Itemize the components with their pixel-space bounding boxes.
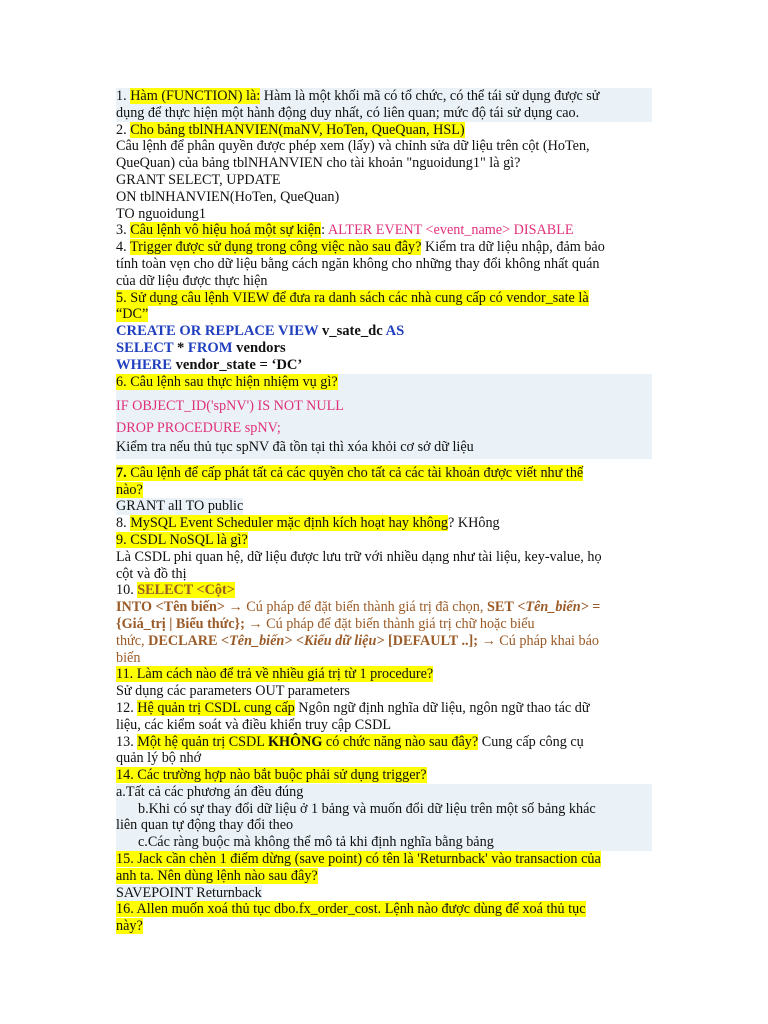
q13-number: 13. [116, 733, 138, 750]
q10-line-5: biến [116, 649, 141, 666]
q10-line-2 [116, 599, 652, 616]
q1-question: Hàm (FUNCTION) là: [130, 88, 261, 104]
q15-question-2: anh ta. Nên dùng lệnh nào sau đây? [116, 867, 318, 884]
q7-line-2 [116, 482, 652, 499]
q12-line-1 [116, 700, 652, 717]
q15-line-2 [116, 868, 652, 885]
q2-question: Cho bảng tblNHANVIEN(maNV, HoTen, QueQuan, HSL) [130, 121, 465, 138]
q7-question-text: Câu lệnh để cấp phát tất cả các quyền cho tất cả các tài khoản được viết như thế [126, 464, 584, 481]
q1-answer-2: dụng để thực hiện một hành động duy nhất, có liên quan; mức độ tái sử dụng cao. [116, 104, 580, 121]
q14-question: 14. Các trường hợp nào bắt buộc phải sử dụng trigger? [116, 767, 427, 784]
q13-question-b: có chức năng nào sau đây? [322, 733, 479, 750]
q10-line-1 [116, 582, 652, 599]
q9-line-1 [116, 532, 652, 549]
q10-line-4 [116, 633, 652, 650]
q9-line-2: Là CSDL phi quan hệ, dữ liệu được lưu trữ với nhiều dạng như tài liệu, key-value, họ [116, 548, 602, 565]
q10-text-1: → Cú pháp để đặt biến thành giá trị đã chọn, [224, 599, 487, 616]
q13-line-2: quản lý bộ nhớ [116, 750, 202, 767]
q14-options [116, 784, 652, 851]
q5-keyword-where: WHERE [116, 357, 172, 374]
q11-answer: Sử dụng các parameters OUT parameters [116, 683, 350, 700]
q4-line-2: tính toàn vẹn cho dữ liệu bằng cách ngăn không cho những thay đổi không nhất quán [116, 255, 600, 272]
q5-keyword-create: CREATE OR REPLACE VIEW [116, 323, 319, 340]
q7-question-1 [116, 465, 583, 481]
q4-line-3: của dữ liệu được thực hiện [116, 272, 268, 289]
q5-condition: vendor_state = ‘DC’ [171, 357, 303, 374]
q7-number: 7. [116, 464, 127, 481]
q3-colon: : [321, 222, 328, 239]
q5-line-2 [116, 306, 652, 323]
document-content [116, 88, 652, 935]
q7-question-2: nào? [116, 481, 143, 498]
q10-set-var: <Tên_biến> [513, 599, 589, 616]
q10-text-3: thức, [116, 632, 149, 649]
q14-line-1 [116, 767, 652, 784]
q5-question-end: “DC” [116, 306, 149, 323]
q1-line-1 [116, 88, 652, 105]
q9-question: 9. CSDL NoSQL là gì? [116, 531, 248, 548]
q8-number: 8. [116, 515, 131, 532]
q13-line-1 [116, 734, 652, 751]
q5-view-name: v_sate_dc [318, 323, 386, 340]
q1-number: 1. [116, 88, 131, 104]
q4-answer-1: Kiểm tra dữ liệu nhập, đảm bảo [421, 239, 605, 256]
q11-question: 11. Làm cách nào để trả về nhiều giá trị từ 1 procedure? [116, 666, 434, 683]
q11-line-1 [116, 666, 652, 683]
q5-table: vendors [232, 340, 286, 357]
q16-question-1: 16. Allen muốn xoá thủ tục dbo.fx_order_cost. Lệnh nào được dùng để xoá thủ tục [116, 901, 586, 918]
q6-code-1: IF OBJECT_ID('spNV') IS NOT NULL [116, 397, 344, 414]
q10-line-3 [116, 616, 652, 633]
q2-line-2: Câu lệnh để phân quyền được phép xem (lấy) và chỉnh sửa dữ liệu trên cột (HoTen, [116, 138, 590, 155]
q13-question [137, 734, 478, 750]
q14-option-a: a.Tất cả các phương án đều đúng [116, 783, 304, 800]
q5-star: * [173, 340, 188, 357]
q2-line-1 [116, 122, 652, 139]
q12-line-2: liệu, các kiểm soát và điều khiển truy cập CSDL [116, 716, 392, 733]
q12-number: 12. [116, 699, 138, 716]
q4-question: Trigger được sử dụng trong công việc nào sau đây? [129, 239, 422, 256]
q5-line-1: 5. Sử dụng câu lệnh VIEW để đưa ra danh sách các nhà cung cấp có vendor_sate là [116, 289, 589, 306]
q10-select: SELECT <Cột> [137, 582, 235, 599]
q10-declare-type: <Kiểu dữ liệu> [292, 632, 385, 649]
q15-answer-text: SAVEPOINT Returnback [116, 884, 262, 901]
q3-line [116, 222, 652, 239]
q4-number: 4. [116, 239, 130, 256]
q2-code-2: ON tblNHANVIEN(HoTen, QueQuan) [116, 188, 340, 205]
q6-block [116, 374, 652, 459]
q12-question: Hệ quản trị CSDL cung cấp [137, 699, 295, 716]
q5-code-1 [116, 323, 652, 340]
q6-line-1 [116, 374, 652, 391]
q10-text-4: → Cú pháp khai báo [478, 632, 599, 649]
q12-answer-1: Ngôn ngữ định nghĩa dữ liệu, ngôn ngữ thao tác dữ [294, 699, 590, 716]
q10-eq: = [588, 599, 601, 616]
q3-answer: ALTER EVENT <event_name> DISABLE [327, 222, 574, 239]
q5-keyword-from: FROM [187, 340, 233, 357]
q10-declare-var: <Tên_biến> [217, 632, 293, 649]
q10-set: SET [486, 599, 514, 616]
q9-line-3: cột và đồ thị [116, 565, 187, 582]
q5-code-2 [116, 340, 652, 357]
q5-keyword-select: SELECT [116, 340, 174, 357]
q10-into: INTO <Tên biến> [116, 599, 225, 616]
q10-expr: {Giá_trị | Biểu thức}; [116, 615, 245, 632]
q6-code-2: DROP PROCEDURE spNV; [116, 419, 281, 436]
q13-answer-1: Cung cấp công cụ [478, 733, 584, 750]
q5-code-3 [116, 357, 652, 374]
q2-line-3: QueQuan) của bảng tblNHANVIEN cho tài khoản "nguoidung1" là gì? [116, 155, 521, 172]
q15-question-1: 15. Jack cần chèn 1 điểm dừng (save point) có tên là 'Returnback' vào transaction của [116, 851, 601, 868]
q16-line-1 [116, 901, 652, 918]
q7-answer: GRANT all TO public [116, 498, 244, 515]
q16-question-2: này? [116, 918, 143, 935]
q14-option-b-1: b.Khi có sự thay đổi dữ liệu ở 1 bảng và muốn đổi dữ liệu trên một số bảng khác [138, 800, 596, 817]
q3-number: 3. [116, 222, 131, 239]
q1-answer-1: Hàm là một khối mã có tổ chức, có thể tái sử dụng được sử [260, 88, 600, 104]
q10-number: 10. [116, 582, 138, 599]
q14-option-c: c.Các ràng buộc mà không thể mô tả khi định nghĩa bằng bảng [138, 834, 494, 851]
q6-answer: Kiểm tra nếu thủ tục spNV đã tồn tại thì xóa khỏi cơ sở dữ liệu [116, 438, 474, 455]
q8-answer: ? KHông [448, 515, 500, 532]
q7-line-1 [116, 465, 652, 482]
q8-line [116, 515, 652, 532]
q6-question: 6. Câu lệnh sau thực hiện nhiệm vụ gì? [116, 374, 338, 391]
q10-declare-default: [DEFAULT ..]; [384, 632, 479, 649]
q15-answer [116, 885, 652, 902]
q15-line-1 [116, 851, 652, 868]
q2-number: 2. [116, 121, 131, 138]
q8-question: MySQL Event Scheduler mặc định kích hoạt hay không [130, 515, 449, 532]
q3-question: Câu lệnh vô hiệu hoá một sự kiện [130, 222, 322, 239]
q2-code-3: TO nguoidung1 [116, 205, 206, 222]
q1-line-2 [116, 105, 652, 122]
q13-question-bold: KHÔNG [267, 733, 323, 750]
q10-declare: DECLARE [148, 632, 218, 649]
q5-keyword-as: AS [385, 323, 405, 340]
q4-line-1 [116, 239, 652, 256]
q14-option-b-2: liên quan tự động thay đổi theo [116, 817, 294, 834]
q16-line-2 [116, 918, 652, 935]
q13-question-a: Một hệ quản trị CSDL [137, 733, 268, 750]
q2-code-1: GRANT SELECT, UPDATE [116, 171, 281, 188]
q10-text-2: → Cú pháp để đặt biến thành giá trị chữ hoặc biểu [244, 615, 535, 632]
